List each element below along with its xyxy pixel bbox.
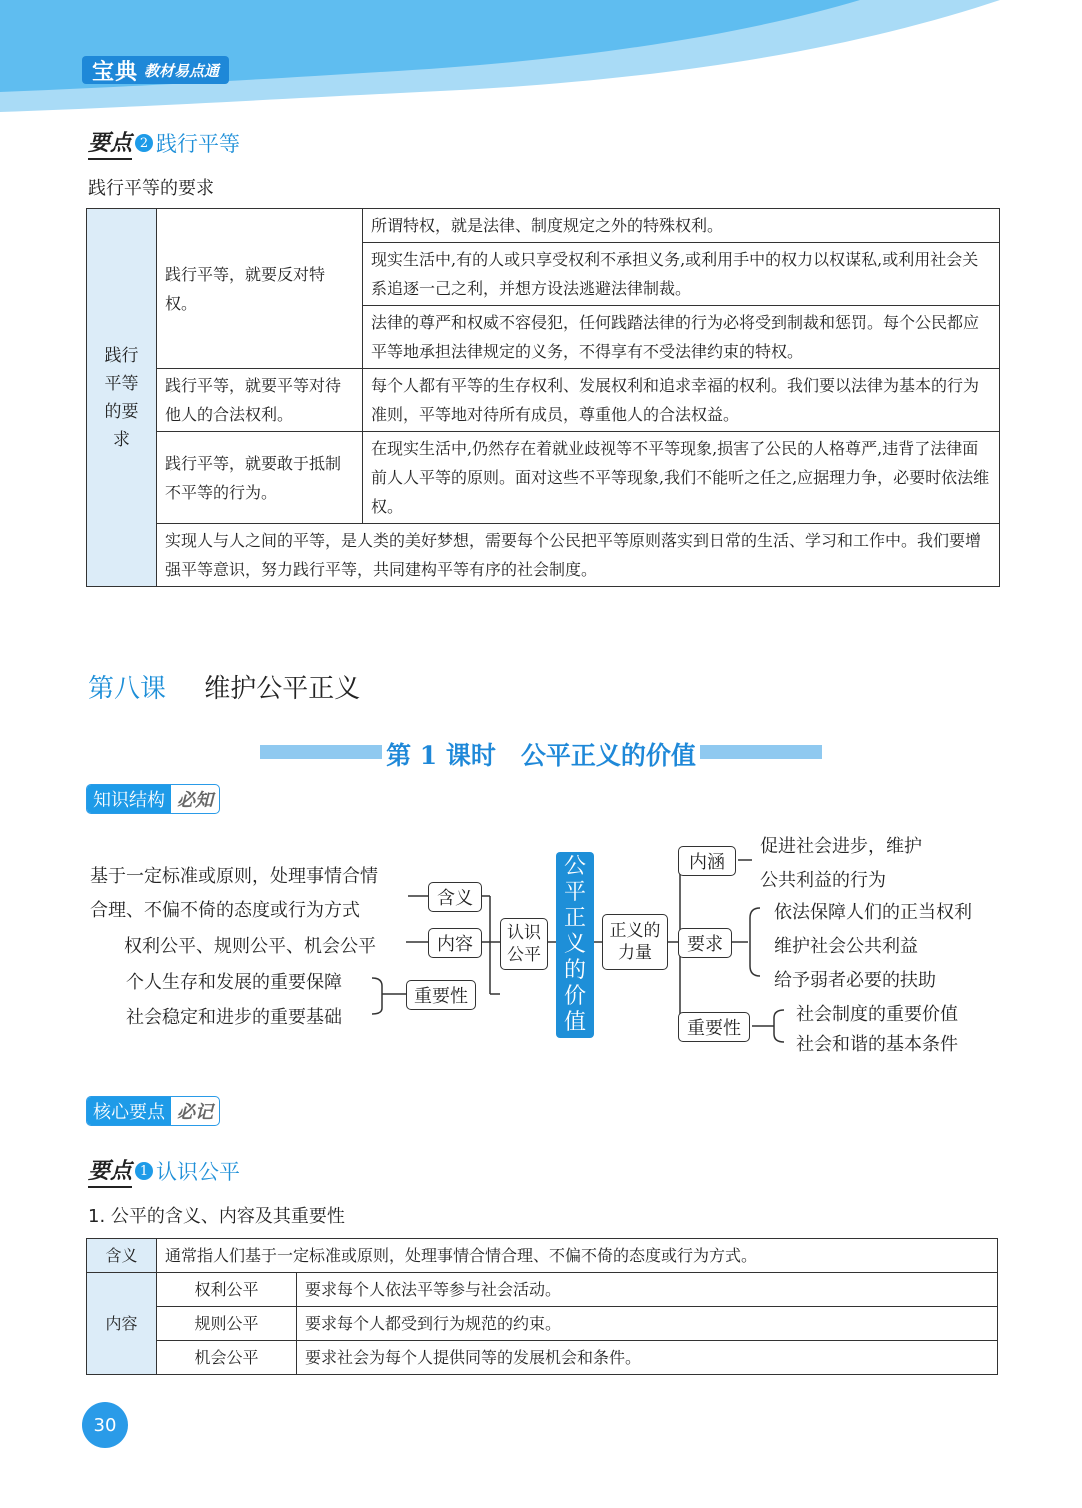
point1-heading xyxy=(88,1154,240,1188)
left-label-line: 平等 xyxy=(104,373,139,394)
table-summary: 实现人与人之间的平等，是人类的美好梦想，需要每个公民把平等原则落实到日常的生活、学习和工作中。我们要增强平等意识，努力践行平等，共同建构平等有序的社会制度。 xyxy=(157,524,1000,587)
table-detail: 现实生活中,有的人或只享受权利不承担义务,或利用手中的权力以权谋私,或利用社会关系追逐一己之利，并想方设法逃避法律制裁。 xyxy=(363,243,1000,306)
fairness-desc: 要求每个人都受到行为规范的约束。 xyxy=(297,1307,998,1341)
tag-sub: 必知 xyxy=(177,790,213,811)
center-node-char: 义 xyxy=(563,932,586,957)
core-points-tag xyxy=(86,1096,220,1126)
table-detail: 每个人都有平等的生存权利、发展权利和追求幸福的权利。我们要以法律为基本的行为准则，平等地对待所有成员，尊重他人的合法权益。 xyxy=(363,369,1000,432)
brand-sub: 教材易点通 xyxy=(144,61,220,80)
importance-text-line2: 社会稳定和进步的重要基础 xyxy=(126,1007,342,1028)
know-fairness-node: 认识公平 xyxy=(500,918,548,970)
table-left-label xyxy=(87,209,157,587)
requirement-item: 给予弱者必要的扶助 xyxy=(774,970,936,991)
requirement-item: 维护社会公共利益 xyxy=(774,936,918,957)
connotation-text-line1: 促进社会进步，维护 xyxy=(760,836,922,857)
point-prefix: 要点 xyxy=(88,1154,132,1188)
point2-heading xyxy=(88,126,240,160)
brand-logo xyxy=(82,56,229,84)
point-number-badge: 1 xyxy=(135,1162,153,1180)
point-number-badge: 2 xyxy=(135,134,153,152)
content-text: 权利公平、规则公平、机会公平 xyxy=(124,936,376,957)
connotation-box: 内涵 xyxy=(678,846,736,876)
table-requirement: 践行平等，就要平等对待他人的合法权利。 xyxy=(157,369,363,432)
fairness-type: 规则公平 xyxy=(157,1307,297,1341)
justice-importance-item: 社会和谐的基本条件 xyxy=(796,1034,958,1055)
center-node-char: 的 xyxy=(563,958,586,983)
requirement-box: 要求 xyxy=(678,928,732,958)
point2-subtitle: 践行平等的要求 xyxy=(88,178,214,199)
left-label-line: 践行 xyxy=(104,345,139,366)
importance-text-line1: 个人生存和发展的重要保障 xyxy=(126,972,342,993)
point1-subtitle: 1. 公平的含义、内容及其重要性 xyxy=(88,1206,345,1227)
lesson-number: 第八课 xyxy=(88,674,167,704)
center-node-char: 正 xyxy=(563,906,586,931)
center-node xyxy=(556,852,594,1038)
fairness-type: 权利公平 xyxy=(157,1273,297,1307)
content-box: 内容 xyxy=(428,928,482,958)
justice-importance-box: 重要性 xyxy=(678,1012,750,1042)
fairness-table xyxy=(86,1238,998,1375)
meaning-text-line2: 合理、不偏不倚的态度或行为方式 xyxy=(90,900,360,921)
practice-equality-table xyxy=(86,208,1000,587)
table-detail: 法律的尊严和权威不容侵犯，任何践踏法律的行为必将受到制裁和惩罚。每个公民都应平等地承担法律规定的义务，不得享有不受法律约束的特权。 xyxy=(363,306,1000,369)
meaning-label: 含义 xyxy=(87,1239,157,1273)
knowledge-structure-tag xyxy=(86,784,220,814)
lesson-title xyxy=(88,668,360,705)
center-node-char: 平 xyxy=(563,880,586,905)
tag-main: 知识结构 xyxy=(87,785,171,813)
connotation-text-line2: 公共利益的行为 xyxy=(760,870,886,891)
point-title: 践行平等 xyxy=(156,132,241,156)
table-detail: 所谓特权，就是法律、制度规定之外的特殊权利。 xyxy=(363,209,1000,243)
fairness-desc: 要求社会为每个人提供同等的发展机会和条件。 xyxy=(297,1341,998,1375)
point-title: 认识公平 xyxy=(156,1160,241,1184)
fairness-type: 机会公平 xyxy=(157,1341,297,1375)
table-detail: 在现实生活中,仍然存在着就业歧视等不平等现象,损害了公民的人格尊严,违背了法律面前人人平等的原则。面对这些不平等现象,我们不能听之任之,应据理力争，必要时依法维权。 xyxy=(363,432,1000,524)
period-title: 第 1 课时 公平正义的价值 xyxy=(382,741,700,770)
page-number: 30 xyxy=(82,1402,128,1448)
justice-power-node: 正义的力量 xyxy=(602,914,668,970)
fairness-desc: 要求每个人依法平等参与社会活动。 xyxy=(297,1273,998,1307)
tag-main: 核心要点 xyxy=(87,1097,171,1125)
tag-sub: 必记 xyxy=(177,1102,213,1123)
meaning-text: 通常指人们基于一定标准或原则，处理事情合情合理、不偏不倚的态度或行为方式。 xyxy=(157,1239,998,1273)
meaning-text-line1: 基于一定标准或原则，处理事情合情 xyxy=(90,866,378,887)
left-label-line: 的要 xyxy=(104,401,139,422)
meaning-box: 含义 xyxy=(428,882,482,912)
center-node-char: 值 xyxy=(563,1010,586,1035)
content-label: 内容 xyxy=(87,1273,157,1375)
brand-main: 宝典 xyxy=(92,58,139,85)
table-requirement: 践行平等，就要敢于抵制不平等的行为。 xyxy=(157,432,363,524)
center-node-char: 价 xyxy=(563,984,586,1009)
left-label-line: 求 xyxy=(113,429,130,450)
requirement-item: 依法保障人们的正当权利 xyxy=(774,902,972,923)
center-node-char: 公 xyxy=(563,854,586,879)
importance-box: 重要性 xyxy=(406,980,476,1010)
table-requirement: 践行平等，就要反对特权。 xyxy=(157,209,363,369)
point-prefix: 要点 xyxy=(88,126,132,160)
lesson-name: 维护公平正义 xyxy=(204,674,361,704)
justice-importance-item: 社会制度的重要价值 xyxy=(796,1004,958,1025)
period-banner xyxy=(260,738,822,768)
